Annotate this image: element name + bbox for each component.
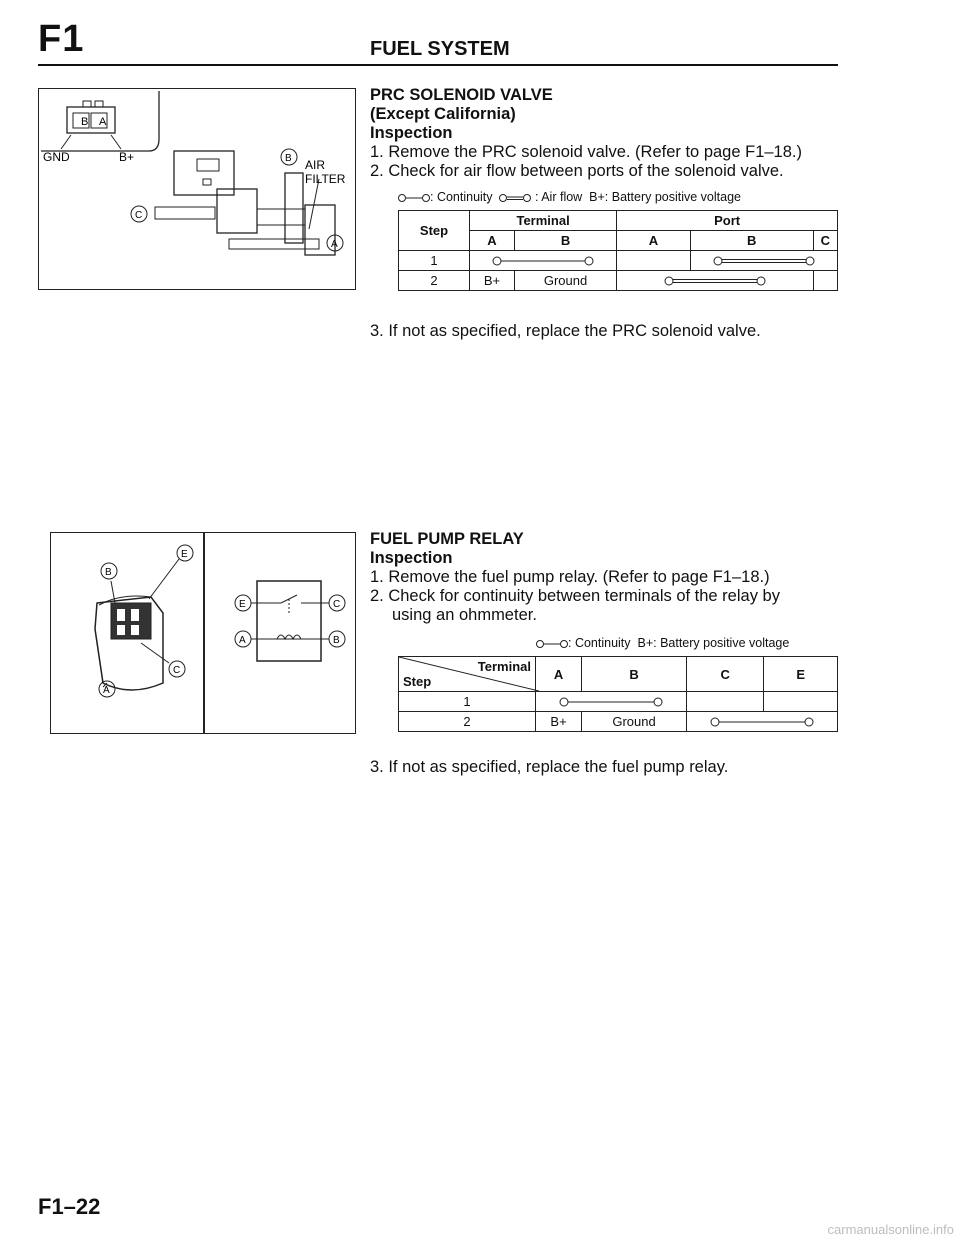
- schematic-b-marker: B: [333, 635, 340, 646]
- connector-a-label: A: [99, 116, 107, 128]
- table-row: [399, 692, 838, 712]
- airflow-symbol: [645, 275, 785, 287]
- prc-col-terminal-b: B: [514, 231, 616, 251]
- airflow-symbol: [694, 255, 834, 267]
- relay-step-2: 2. Check for continuity between terminals of the relay by: [370, 587, 780, 605]
- port-b-marker: B: [285, 153, 292, 164]
- continuity-symbol: [689, 716, 835, 728]
- prc-port-header: Port: [617, 211, 838, 231]
- prc-table: [398, 210, 838, 291]
- filter-label: FILTER: [305, 172, 346, 186]
- schematic-a-marker: A: [239, 635, 246, 646]
- port-c-marker: C: [135, 210, 143, 221]
- air-label: AIR: [305, 158, 326, 172]
- relay-figure: [50, 532, 356, 734]
- gnd-label: GND: [43, 150, 70, 164]
- relay-e-marker: E: [181, 549, 188, 560]
- relay-inspection-heading: Inspection: [370, 549, 453, 567]
- relay-step-1: 1. Remove the fuel pump relay. (Refer to page F1–18.): [370, 568, 770, 586]
- header-rule: [38, 64, 838, 66]
- page-number: F1–22: [38, 1194, 101, 1219]
- legend-airflow: : Air flow: [534, 190, 583, 204]
- section-code: F1: [38, 18, 85, 60]
- relay-row1-e: [764, 692, 838, 712]
- relay-row1-step: 1: [399, 692, 536, 712]
- table-row: [399, 712, 838, 732]
- relay-table: [398, 656, 838, 732]
- prc-solenoid-figure: [38, 88, 356, 290]
- connector-b-label: B: [81, 116, 89, 128]
- bplus-label: B+: [119, 150, 135, 164]
- prc-row1-port-a: [617, 251, 691, 271]
- relay-step-3: 3. If not as specified, replace the fuel pump relay.: [370, 758, 729, 776]
- watermark: carmanualsonline.info: [827, 1222, 954, 1237]
- prc-terminal-header: Terminal: [470, 211, 617, 231]
- prc-row1-port-airflow: [690, 251, 837, 271]
- prc-step-header: Step: [399, 211, 470, 251]
- relay-step-header: Step: [403, 674, 432, 689]
- relay-section: [370, 530, 840, 625]
- prc-col-port-c: C: [813, 231, 837, 251]
- page-title: FUEL SYSTEM: [370, 38, 510, 60]
- relay-a-marker: A: [103, 685, 110, 696]
- relay-col-e: E: [764, 657, 838, 692]
- prc-row2-terminal-b: Ground: [514, 271, 616, 291]
- relay-row2-step: 2: [399, 712, 536, 732]
- prc-heading: PRC SOLENOID VALVE: [370, 86, 553, 104]
- relay-corner-header: [399, 657, 536, 692]
- relay-row2-ce-continuity: [687, 712, 838, 732]
- relay-col-c: C: [687, 657, 764, 692]
- prc-section: [370, 86, 840, 181]
- prc-row1-terminal-continuity: [470, 251, 617, 271]
- prc-row2-step: 2: [399, 271, 470, 291]
- prc-solenoid-drawing: [39, 89, 354, 288]
- prc-row2-port-c: [813, 271, 837, 291]
- schematic-c-marker: C: [333, 599, 341, 610]
- relay-row1-c: [687, 692, 764, 712]
- relay-col-a: A: [536, 657, 582, 692]
- prc-subheading: (Except California): [370, 105, 516, 123]
- continuity-symbol: [398, 193, 430, 203]
- relay-legend: [536, 636, 789, 650]
- prc-row1-step: 1: [399, 251, 470, 271]
- relay-c-marker: C: [173, 665, 181, 676]
- relay-col-b: B: [582, 657, 687, 692]
- prc-col-port-a: A: [617, 231, 691, 251]
- relay-row2-a: B+: [536, 712, 582, 732]
- relay-drawing: [51, 533, 355, 732]
- prc-legend: [398, 190, 741, 204]
- continuity-symbol: [538, 696, 684, 708]
- prc-step-2: 2. Check for air flow between ports of the solenoid valve.: [370, 162, 784, 180]
- legend-continuity: : Continuity: [568, 636, 631, 650]
- table-row: [399, 271, 838, 291]
- prc-row2-port-airflow: [617, 271, 813, 291]
- schematic-e-marker: E: [239, 599, 246, 610]
- prc-step-1: 1. Remove the PRC solenoid valve. (Refer to page F1–18.): [370, 143, 802, 161]
- prc-inspection-heading: Inspection: [370, 124, 453, 142]
- continuity-symbol: [536, 639, 568, 649]
- prc-row2-terminal-a: B+: [470, 271, 515, 291]
- legend-bplus: B+: Battery positive voltage: [589, 190, 741, 204]
- relay-step-2-cont: using an ohmmeter.: [392, 606, 537, 624]
- airflow-symbol: [499, 193, 531, 203]
- prc-step-3: 3. If not as specified, replace the PRC solenoid valve.: [370, 322, 761, 340]
- prc-col-port-b: B: [690, 231, 813, 251]
- prc-col-terminal-a: A: [470, 231, 515, 251]
- relay-row2-b: Ground: [582, 712, 687, 732]
- continuity-symbol: [473, 255, 613, 267]
- relay-row1-ab-continuity: [536, 692, 687, 712]
- table-row: [399, 251, 838, 271]
- relay-terminal-header: Terminal: [477, 659, 531, 674]
- legend-bplus: B+: Battery positive voltage: [637, 636, 790, 650]
- relay-heading: FUEL PUMP RELAY: [370, 530, 524, 548]
- legend-continuity: : Continuity: [430, 190, 493, 204]
- port-a-marker: A: [331, 239, 338, 250]
- relay-b-marker: B: [105, 567, 112, 578]
